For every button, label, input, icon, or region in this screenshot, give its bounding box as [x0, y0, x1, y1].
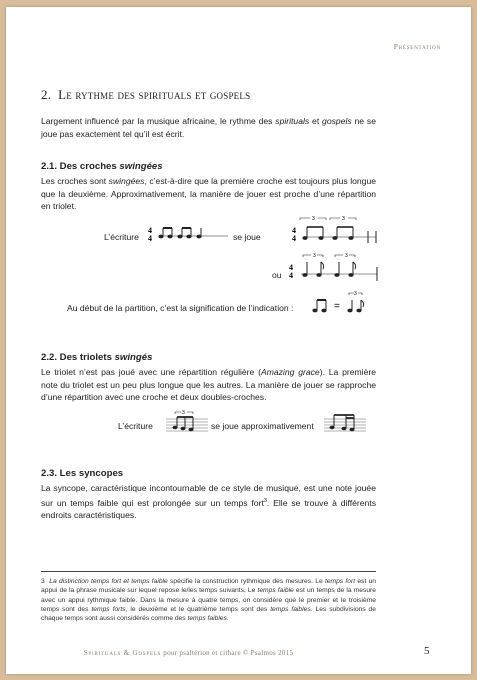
page	[6, 7, 471, 674]
section-title: Le rythme des spirituals et gospels	[58, 87, 251, 102]
indication-text: Au début de la partition, c’est la signification de l’indication :	[67, 303, 294, 313]
intro-em-2: gospels	[322, 116, 352, 126]
intro-em-1: spirituals	[275, 116, 310, 126]
subsection-heading-2-3: 2.3. Les syncopes	[41, 468, 124, 479]
notation-swing-quarter-eighth	[289, 254, 377, 286]
heading-2-1-text: 2.1. Des croches	[41, 161, 120, 172]
subsection-heading-2-2	[41, 352, 152, 363]
intro-text-2: et	[309, 116, 323, 126]
fn-f: , le deuxième et le quatrième temps sont des	[125, 605, 271, 613]
tuplet-3-b: 3	[342, 216, 345, 222]
fn-b-em: temps faible	[131, 578, 168, 585]
intro-text-1: Largement influencé par la musique africaine, le rythme des	[41, 116, 276, 126]
fn-e-em: temps forts	[91, 605, 126, 613]
notation-swing-triplet	[292, 217, 376, 251]
label-ecriture-2: L’écriture	[118, 421, 153, 431]
heading-2-2-em: swingés	[114, 352, 153, 363]
notation-swing-indication	[314, 290, 374, 316]
page-footer	[6, 649, 371, 657]
time-sig-top-2: 4	[292, 226, 296, 235]
footnote	[41, 577, 376, 623]
p22-em: Amazing grace	[260, 367, 320, 377]
fn-a: La distinction	[49, 578, 91, 585]
heading-2-1-em: swingées	[119, 161, 163, 172]
tuplet-3-f: 3	[182, 410, 185, 416]
label-approx: se joue approximativement	[211, 421, 314, 431]
section-number: 2.	[41, 87, 52, 102]
footnote-rule	[41, 571, 376, 572]
label-ou: ou	[272, 270, 282, 280]
tuplet-3-e: 3	[354, 291, 357, 297]
notation-triplet	[166, 409, 208, 435]
page-number: 5	[424, 645, 430, 657]
footnote-ref: 3	[263, 497, 267, 504]
section-heading	[41, 87, 250, 103]
intro-paragraph	[41, 115, 376, 140]
p21-em: swingées	[108, 176, 145, 186]
fn-f-em: temps faibles	[270, 605, 311, 613]
paragraph-2-3	[41, 482, 376, 522]
fn-h: .	[226, 615, 229, 623]
fn-c-em: temps fort	[324, 578, 356, 585]
equals-sign: =	[334, 301, 340, 312]
time-sig-top: 4	[148, 226, 152, 235]
p21-text-2: , c’est-à-dire que la première croche est toujours plus longue que la deuxième. Approximativement, la manière de jouer est proche d’une répartition en triolet.	[41, 176, 377, 212]
p22-text-2: ). La première note du triolet est un peu plus longue que les autres. La manière de jouer se rapproche d’une répartition avec une croche et deux doubles-croches.	[41, 367, 377, 403]
footnote-number: 3	[41, 578, 45, 585]
fn-d: est un appui de la phrase musicale sur lequel repose le/les temps suivants. Le	[41, 578, 377, 595]
paragraph-2-2	[41, 366, 376, 404]
notation-straight-eighths	[148, 224, 228, 248]
running-header: Présentation	[393, 42, 441, 51]
paragraph-2-1	[41, 175, 376, 213]
fn-b: et	[121, 578, 132, 585]
notation-eighth-two-sixteenths	[324, 409, 366, 435]
time-sig-bottom-2: 4	[292, 234, 296, 243]
time-sig-top-3: 4	[289, 263, 293, 272]
p22-text-1: Le triolet n’est pas joué avec une répartition régulière (	[41, 367, 261, 377]
tuplet-3-a: 3	[312, 216, 315, 222]
time-sig-bottom: 4	[148, 234, 152, 243]
fn-g: . Les subdivisions de chaque temps sont aussi considérés comme des	[41, 605, 376, 623]
fn-c: spécifie la construction rythmique des mesures. Le	[167, 578, 325, 585]
subsection-heading-2-1	[41, 161, 163, 172]
tuplet-3-c: 3	[313, 253, 316, 259]
heading-2-2-text: 2.2. Des triolets	[41, 352, 115, 363]
fn-g-em: temps faibles	[187, 615, 227, 623]
tuplet-3-d: 3	[345, 253, 348, 259]
label-se-joue: se joue	[233, 232, 261, 242]
fn-d-em: temps faible	[257, 587, 294, 595]
fn-a-em: temps fort	[91, 578, 122, 585]
footer-book-title: Spirituals & Gospels	[83, 649, 162, 657]
p23-text-2: . Elle se trouve à différents endroits caractéristiques.	[41, 497, 376, 521]
p23-text-1: La syncope, caractéristique incontournable de ce style de musique, est une note jouée sur un temps faible qui est prolongée sur un temps fort	[41, 483, 376, 508]
fn-e: est un temps de la mesure avec un appui rythmique faible. Dans la mesure à quatre temps, on considère que le premier et le troisième temps sont des	[41, 587, 376, 613]
time-sig-bottom-3: 4	[289, 271, 293, 280]
footer-rest: pour psaltérion et cithare © Psalmos 2015	[161, 649, 294, 657]
label-ecriture-1: L’écriture	[104, 232, 139, 242]
intro-text-3: ne se joue pas exactement tel qu’il est écrit.	[41, 116, 376, 139]
p21-text-1: Les croches sont	[41, 176, 109, 186]
